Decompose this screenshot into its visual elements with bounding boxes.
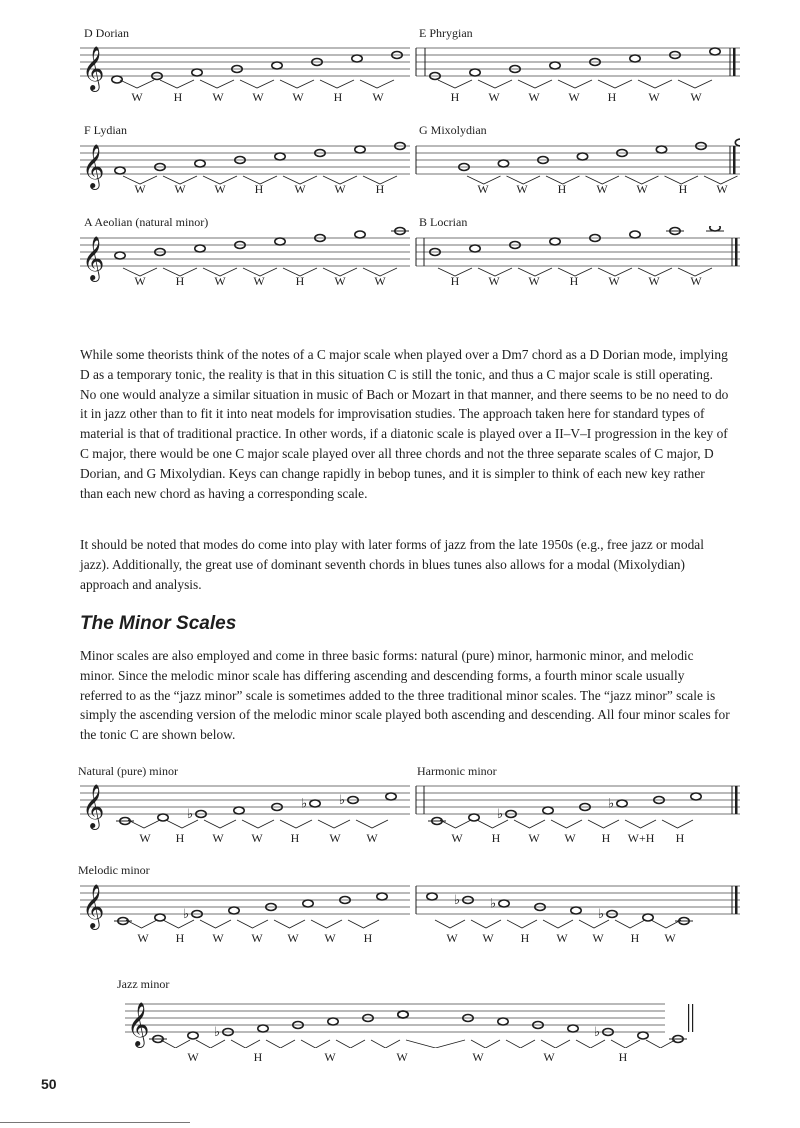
flat-accidental-icon: ♭	[490, 896, 497, 912]
step-interval-label: W	[596, 182, 608, 196]
whole-note	[188, 1032, 198, 1039]
interval-bracket	[471, 1040, 500, 1048]
step-interval-label: W	[690, 90, 702, 104]
step-interval-label: W	[329, 831, 341, 845]
whole-note	[470, 245, 480, 252]
bottom-rule	[0, 1122, 190, 1123]
interval-bracket	[242, 820, 274, 828]
scale-title-natural-minor: Natural (pure) minor	[78, 764, 178, 778]
treble-clef-icon: 𝄞	[82, 144, 105, 188]
whole-note	[656, 146, 666, 153]
step-interval-label: H	[450, 90, 460, 104]
final-barline	[735, 238, 738, 266]
paragraph-modal-jazz: It should be noted that modes do come into play with later forms of jazz from the late 1950s (e.g., free jazz or modal jazz). Additionally, the great use of dominant seventh chords in blues tunes also allows for a modal (Mixolydian) approach and analysis.	[80, 537, 704, 592]
mode-title-f-lydian: F Lydian	[84, 123, 128, 137]
step-interval-label: W	[636, 182, 648, 196]
interval-bracket	[120, 80, 154, 88]
interval-bracket	[200, 80, 234, 88]
interval-bracket	[625, 820, 656, 828]
interval-bracket	[336, 1040, 365, 1048]
interval-bracket	[541, 1040, 570, 1048]
step-interval-label: W	[664, 931, 676, 945]
step-interval-label: W	[374, 274, 386, 288]
step-interval-label: W	[568, 90, 580, 104]
step-interval-label: H	[363, 931, 373, 945]
staff-row-natural-harmonic	[80, 774, 740, 830]
mode-title-b-locrian: B Locrian	[419, 215, 468, 229]
whole-note	[498, 160, 508, 167]
steps-harmonic-minor	[0, 831, 800, 845]
paragraph-modes-tonic: While some theorists think of the notes of a C major scale when played over a Dm7 chord as a D Dorian mode, implying D as a temporary tonic, the reality is that in this situation C is still the tonic, and thus a C major scale is still operating. No one would analyze a similar situation in music of Bach or Mozart in that manner, and there seems to be no need to do it in jazz other than to fit it into neat models for improvisation studies. The approach taken here for standard types of material is that of traditional practice. In other words, if a diatonic scale is played over a II–V–I progression in the key of C major, there would be one C major scale played over all three chords and not the three separate scales of C major, D Dorian, and G Mixolydian. Keys can change rapidly in bebop tunes, and it is simpler to think of each new key rather than each new chord as having a corresponding scale.	[80, 347, 729, 501]
step-interval-label: W	[139, 831, 151, 845]
interval-bracket	[514, 820, 545, 828]
interval-bracket	[196, 1040, 225, 1048]
whole-note	[112, 76, 122, 83]
scale-title-melodic-minor: Melodic minor	[78, 863, 150, 877]
mode-title-d-dorian: D Dorian	[84, 26, 129, 40]
barline	[688, 1004, 689, 1032]
step-interval-label: H	[520, 931, 530, 945]
staff-row-jazz	[80, 992, 740, 1048]
step-interval-label: H	[569, 274, 579, 288]
step-interval-label: W	[334, 182, 346, 196]
step-interval-label: W	[134, 274, 146, 288]
flat-accidental-icon: ♭	[454, 893, 461, 908]
step-interval-label: W	[214, 182, 226, 196]
interval-bracket	[406, 1040, 465, 1048]
paragraph-minor-scales: Minor scales are also employed and come in three basic forms: natural (pure) minor, harmonic minor, and melodic minor. Since the melodic minor scale has differing ascending and descending forms, a fourth minor scale usually referred to as the “jazz minor” scale is sometimes added to the three traditional minor scales. The “jazz minor” scale is simply the ascending version of the melodic minor scale played both ascending and descending. All four minor scales for the tonic C are shown below.	[80, 648, 730, 743]
interval-bracket	[360, 80, 394, 88]
scale-title-jazz-minor: Jazz minor	[117, 977, 170, 991]
interval-bracket	[318, 820, 350, 828]
interval-bracket	[611, 1040, 640, 1048]
whole-note	[310, 800, 320, 807]
interval-bracket	[266, 1040, 295, 1048]
whole-note	[550, 238, 560, 245]
step-interval-label: W	[516, 182, 528, 196]
interval-bracket	[311, 920, 342, 928]
flat-accidental-icon: ♭	[598, 907, 605, 922]
whole-note	[550, 62, 560, 69]
interval-bracket	[507, 920, 537, 928]
step-interval-label: H	[607, 90, 617, 104]
interval-bracket	[438, 80, 472, 88]
step-interval-label: W	[528, 831, 540, 845]
whole-note	[272, 62, 282, 69]
step-interval-label: W	[212, 931, 224, 945]
step-interval-label: W	[212, 831, 224, 845]
whole-note	[303, 900, 313, 907]
step-interval-label: W	[292, 90, 304, 104]
step-interval-label: W	[690, 274, 702, 288]
whole-note	[377, 893, 387, 900]
step-interval-label: H	[557, 182, 567, 196]
step-interval-label: W+H	[627, 831, 655, 845]
whole-note	[355, 146, 365, 153]
whole-note	[275, 153, 285, 160]
interval-bracket	[435, 920, 465, 928]
step-interval-label: H	[675, 831, 685, 845]
flat-accidental-icon: ♭	[187, 807, 194, 822]
final-barline	[733, 146, 736, 174]
interval-bracket	[478, 80, 512, 88]
staff-row-1	[80, 36, 740, 92]
interval-bracket	[371, 1040, 400, 1048]
step-interval-label: W	[564, 831, 576, 845]
whole-note	[328, 1018, 338, 1025]
whole-note	[234, 807, 244, 814]
scale-title-harmonic-minor: Harmonic minor	[417, 764, 497, 778]
treble-clef-icon: 𝄞	[127, 1002, 150, 1046]
step-interval-label: W	[174, 182, 186, 196]
step-interval-label: W	[592, 931, 604, 945]
whole-note	[195, 245, 205, 252]
steps-e-phrygian	[0, 90, 800, 104]
interval-bracket	[231, 1040, 260, 1048]
whole-note	[355, 231, 365, 238]
interval-bracket	[471, 920, 501, 928]
whole-note	[577, 153, 587, 160]
step-interval-label: W	[287, 931, 299, 945]
step-interval-label: H	[175, 274, 185, 288]
step-interval-label: H	[173, 90, 183, 104]
interval-bracket	[160, 80, 194, 88]
interval-bracket	[274, 920, 305, 928]
step-interval-label: W	[608, 274, 620, 288]
whole-note	[630, 231, 640, 238]
mode-title-g-mixolydian: G Mixolydian	[419, 123, 487, 137]
interval-bracket	[301, 1040, 330, 1048]
step-interval-label: W	[477, 182, 489, 196]
interval-bracket	[615, 920, 645, 928]
treble-clef-icon: 𝄞	[82, 46, 105, 90]
whole-note	[470, 69, 480, 76]
interval-bracket	[551, 820, 582, 828]
step-interval-label: W	[396, 1050, 408, 1064]
step-interval-label: W	[253, 274, 265, 288]
interval-bracket	[161, 1040, 190, 1048]
whole-note	[543, 807, 553, 814]
step-interval-label: W	[324, 1050, 336, 1064]
step-interval-label: W	[214, 274, 226, 288]
step-interval-label: W	[556, 931, 568, 945]
step-interval-label: W	[131, 90, 143, 104]
barline	[692, 1004, 693, 1032]
step-interval-label: H	[491, 831, 501, 845]
step-interval-label: W	[366, 831, 378, 845]
interval-bracket	[638, 80, 672, 88]
step-interval-label: H	[175, 831, 185, 845]
whole-note	[638, 1032, 648, 1039]
whole-note	[398, 1011, 408, 1018]
whole-note	[735, 139, 740, 146]
whole-note	[195, 160, 205, 167]
flat-accidental-icon: ♭	[214, 1025, 221, 1040]
flat-accidental-icon: ♭	[339, 793, 346, 808]
step-interval-label: W	[251, 931, 263, 945]
interval-bracket	[280, 820, 312, 828]
interval-bracket	[646, 1040, 675, 1048]
whole-note	[710, 48, 720, 55]
interval-bracket	[320, 80, 354, 88]
interval-bracket	[477, 820, 508, 828]
steps-melodic-minor-descending	[0, 931, 800, 945]
whole-note	[192, 69, 202, 76]
section-heading-minor-scales: The Minor Scales	[80, 613, 237, 634]
steps-jazz-minor	[0, 1050, 800, 1064]
steps-g-mixolydian	[0, 182, 800, 196]
whole-note	[275, 238, 285, 245]
whole-note	[386, 793, 396, 800]
step-interval-label: W	[528, 90, 540, 104]
staff-row-melodic	[80, 874, 740, 930]
step-interval-label: H	[601, 831, 611, 845]
interval-bracket	[163, 920, 194, 928]
whole-note	[617, 800, 627, 807]
step-interval-label: W	[482, 931, 494, 945]
step-interval-label: H	[618, 1050, 628, 1064]
interval-bracket	[576, 1040, 605, 1048]
step-interval-label: W	[187, 1050, 199, 1064]
whole-note	[352, 55, 362, 62]
interval-bracket	[204, 820, 236, 828]
page-number: 50	[41, 1076, 57, 1092]
step-interval-label: W	[488, 90, 500, 104]
interval-bracket	[506, 1040, 535, 1048]
step-interval-label: W	[372, 90, 384, 104]
step-interval-label: H	[295, 274, 305, 288]
step-interval-label: W	[137, 931, 149, 945]
step-interval-label: W	[134, 182, 146, 196]
steps-b-locrian	[0, 274, 800, 288]
step-interval-label: W	[212, 90, 224, 104]
step-interval-label: H	[290, 831, 300, 845]
whole-note	[568, 1025, 578, 1032]
step-interval-label: H	[450, 274, 460, 288]
whole-note	[229, 907, 239, 914]
step-interval-label: H	[375, 182, 385, 196]
interval-bracket	[240, 80, 274, 88]
whole-note	[710, 226, 720, 231]
interval-bracket	[348, 920, 379, 928]
interval-bracket	[598, 80, 632, 88]
flat-accidental-icon: ♭	[183, 907, 190, 922]
flat-accidental-icon: ♭	[608, 796, 615, 812]
step-interval-label: W	[324, 931, 336, 945]
flat-accidental-icon: ♭	[594, 1025, 601, 1040]
step-interval-label: W	[648, 90, 660, 104]
final-barline	[735, 786, 738, 814]
step-interval-label: W	[251, 831, 263, 845]
step-interval-label: W	[451, 831, 463, 845]
mode-title-a-aeolian: A Aeolian (natural minor)	[84, 215, 209, 229]
treble-clef-icon: 𝄞	[82, 236, 105, 280]
mode-title-e-phrygian: E Phrygian	[419, 26, 473, 40]
flat-accidental-icon: ♭	[301, 796, 308, 812]
interval-bracket	[518, 80, 552, 88]
whole-note	[630, 55, 640, 62]
step-interval-label: H	[253, 1050, 263, 1064]
step-interval-label: W	[252, 90, 264, 104]
interval-bracket	[558, 80, 592, 88]
step-interval-label: W	[543, 1050, 555, 1064]
step-interval-label: W	[472, 1050, 484, 1064]
whole-note	[258, 1025, 268, 1032]
step-interval-label: H	[254, 182, 264, 196]
final-barline	[735, 886, 738, 914]
interval-bracket	[678, 80, 712, 88]
whole-note	[115, 252, 125, 259]
whole-note	[691, 793, 701, 800]
interval-bracket	[166, 820, 198, 828]
interval-bracket	[237, 920, 268, 928]
step-interval-label: H	[630, 931, 640, 945]
flat-accidental-icon: ♭	[497, 807, 504, 822]
whole-note	[498, 1018, 508, 1025]
whole-note	[571, 907, 581, 914]
interval-bracket	[588, 820, 619, 828]
final-barline	[733, 48, 736, 76]
step-interval-label: W	[446, 931, 458, 945]
interval-bracket	[280, 80, 314, 88]
step-interval-label: W	[648, 274, 660, 288]
step-interval-label: W	[334, 274, 346, 288]
step-interval-label: W	[488, 274, 500, 288]
step-interval-label: W	[528, 274, 540, 288]
interval-bracket	[579, 920, 609, 928]
step-interval-label: H	[175, 931, 185, 945]
interval-bracket	[200, 920, 231, 928]
step-interval-label: W	[716, 182, 728, 196]
step-interval-label: W	[294, 182, 306, 196]
step-interval-label: H	[333, 90, 343, 104]
interval-bracket	[356, 820, 388, 828]
whole-note	[427, 893, 437, 900]
treble-clef-icon: 𝄞	[82, 884, 105, 928]
step-interval-label: H	[678, 182, 688, 196]
whole-note	[499, 900, 509, 907]
whole-note	[115, 167, 125, 174]
treble-clef-icon: 𝄞	[82, 784, 105, 828]
interval-bracket	[543, 920, 573, 928]
interval-bracket	[662, 820, 693, 828]
